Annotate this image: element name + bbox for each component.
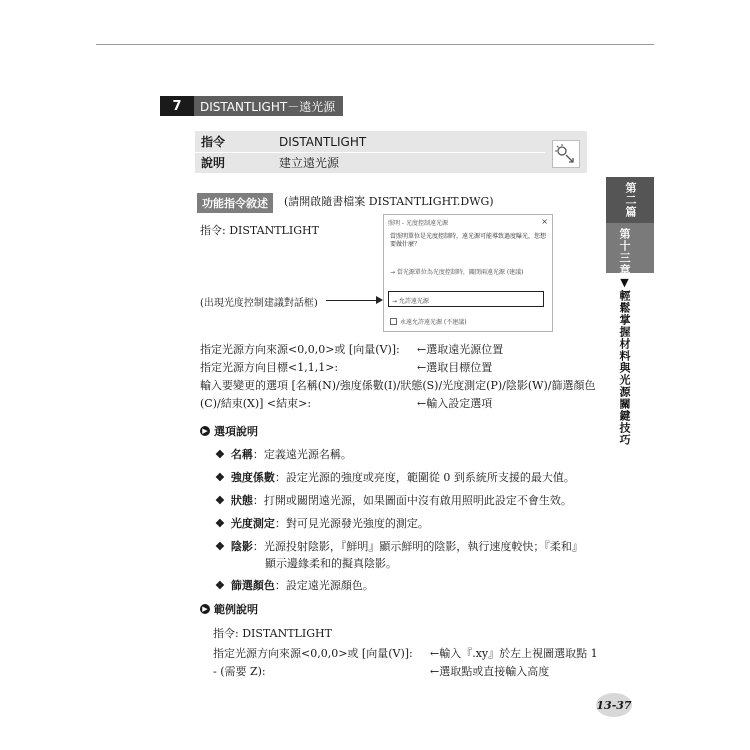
top-rule xyxy=(96,44,654,45)
example-line: 指定光源方向來源<0,0,0>或 [向量(V)]: xyxy=(213,647,413,660)
chapter-label: 第十三章 xyxy=(618,228,631,276)
chapter-subtitle: 輕鬆掌握材料與光源關鍵技巧 xyxy=(618,290,631,446)
options-heading-text: 選項說明 xyxy=(214,425,258,438)
checkbox-icon[interactable] xyxy=(390,318,397,325)
section-heading xyxy=(160,96,343,116)
example-heading-text: 範例說明 xyxy=(214,603,258,616)
option-term: 陰影 xyxy=(230,540,253,553)
triangle-down-icon: ▼ xyxy=(618,276,631,290)
dialog-question: 當照明單位是光度控制時，遠光源可能導致過度曝光，您想要做什麼？ xyxy=(390,233,547,248)
prompt-line: 指定光源方向目標<1,1,1>: xyxy=(200,361,339,374)
example-comment: ←輸入『.xy』於左上視圖選取點 1 xyxy=(430,647,598,660)
chapter-vertical-text xyxy=(616,228,632,446)
info-row-description xyxy=(195,152,339,173)
part-label: 第二篇 xyxy=(606,177,654,223)
dialog-checkbox-label: 永遠允許遠光源 (不建議) xyxy=(400,319,467,326)
info-row-command xyxy=(195,131,366,152)
section-title: DISTANTLIGHT－遠光源 xyxy=(194,96,343,116)
photometric-dialog xyxy=(383,214,553,332)
chevron-right-icon: ▶ xyxy=(200,426,210,436)
diamond-icon: ❖ xyxy=(215,494,225,507)
diamond-icon: ❖ xyxy=(215,579,225,592)
option-item xyxy=(215,446,352,462)
function-label: 功能指令敘述 xyxy=(197,193,273,213)
option-desc: ：定義遠光源名稱。 xyxy=(252,448,352,461)
option-item xyxy=(215,469,575,485)
distant-light-icon xyxy=(552,140,580,168)
example-heading xyxy=(200,601,258,617)
arrow-right-icon xyxy=(376,296,383,304)
option-desc-continued: 顯示邊緣柔和的擬真陰影。 xyxy=(265,557,397,570)
command-line: 指令: DISTANTLIGHT xyxy=(200,224,319,237)
dialog-option-allow[interactable]: → 允許遠光源 xyxy=(388,291,544,307)
dialog-checkbox[interactable] xyxy=(390,317,467,326)
page-number: 13-37 xyxy=(596,693,632,717)
example-comment: ←選取點或直接輸入高度 xyxy=(430,665,550,678)
dialog-option-disable[interactable]: → 當光源單位為光度控制時，關閉兩遠光源 (建議) xyxy=(390,269,524,276)
option-item xyxy=(215,577,374,593)
option-desc: ：設定遠光源顏色。 xyxy=(274,579,374,592)
diamond-icon: ❖ xyxy=(215,517,225,530)
example-line: 指令: DISTANTLIGHT xyxy=(213,627,332,640)
option-item xyxy=(215,538,583,554)
chevron-right-icon: ▶ xyxy=(200,604,210,614)
info-key: 指令 xyxy=(201,135,226,149)
function-note: (請開啟隨書檔案 DISTANTLIGHT.DWG) xyxy=(284,195,494,208)
option-term: 名稱 xyxy=(230,448,253,461)
option-term: 強度係數 xyxy=(230,471,275,484)
dialog-caption: (出現光度控制建議對話框) xyxy=(200,298,318,309)
info-key: 說明 xyxy=(201,156,226,170)
option-item xyxy=(215,492,572,508)
diamond-icon: ❖ xyxy=(215,540,225,553)
close-icon[interactable]: × xyxy=(541,217,548,226)
prompt-comment: ←選取遠光源位置 xyxy=(417,343,504,356)
option-item xyxy=(215,515,429,531)
option-desc: ：光源投射陰影，『鮮明』顯示鮮明的陰影，執行速度較快；『柔和』 xyxy=(252,540,583,553)
prompt-comment: ←選取目標位置 xyxy=(417,361,493,374)
example-line: - (需要 Z): xyxy=(213,665,266,678)
option-desc: ：對可見光源發光強度的測定。 xyxy=(274,517,429,530)
option-term: 篩選顏色 xyxy=(230,579,275,592)
caption-arrow-line xyxy=(326,300,378,301)
options-heading xyxy=(200,423,258,439)
prompt-line: (C)/結束(X)] <結束>: xyxy=(200,397,312,410)
info-value: DISTANTLIGHT xyxy=(279,134,367,149)
prompt-comment: ←輸入設定選項 xyxy=(417,397,493,410)
option-term: 光度測定 xyxy=(230,517,275,530)
prompt-line: 指定光源方向來源<0,0,0>或 [向量(V)]: xyxy=(200,343,400,356)
command-info-box xyxy=(195,131,587,173)
prompt-line: 輸入要變更的選項 [名稱(N)/強度係數(I)/狀態(S)/光度測定(P)/陰影(W)/篩選顏色 xyxy=(200,379,596,392)
info-value: 建立遠光源 xyxy=(279,156,340,170)
section-number: 7 xyxy=(160,96,194,116)
diamond-icon: ❖ xyxy=(215,448,225,461)
diamond-icon: ❖ xyxy=(215,471,225,484)
option-desc: ：打開或關閉遠光源，如果圖面中沒有啟用照明此設定不會生效。 xyxy=(252,494,572,507)
option-desc: ：設定光源的強度或亮度，範圍從 0 到系統所支援的最大值。 xyxy=(274,471,575,484)
dialog-title: 照明 - 光度控制遠光源 xyxy=(388,220,448,227)
option-term: 狀態 xyxy=(230,494,253,507)
